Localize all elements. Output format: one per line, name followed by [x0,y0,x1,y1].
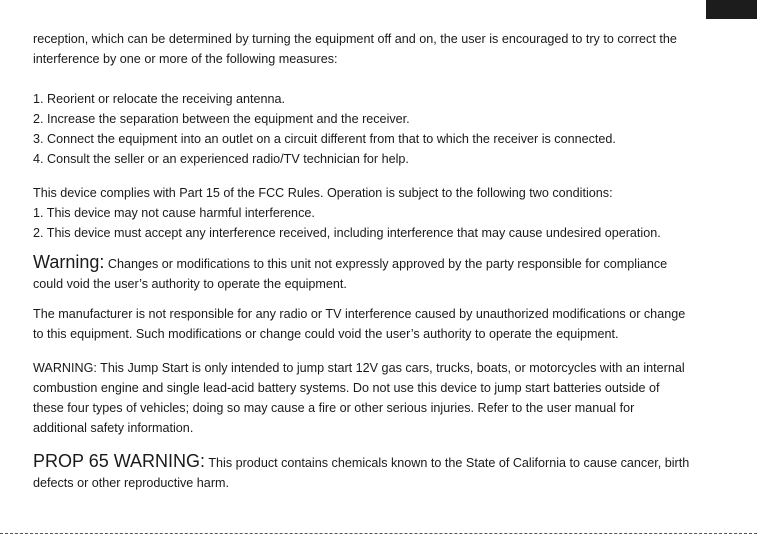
warning-line-2: could void the user’s authority to operate the equipment. [33,277,347,291]
prop65-paragraph [33,452,733,473]
page-bottom-rule [0,533,757,534]
jump-start-line: these four types of vehicles; doing so may cause a fire or other serious injuries. Refer to the user manual for [33,401,635,415]
warning-line-1: Changes or modifications to this unit not expressly approved by the party responsible for compliance [104,257,668,271]
fcc-notice-text [33,29,733,493]
fcc-condition: 2. This device must accept any interference received, including interference that may cause undesired operation. [33,226,661,240]
corner-tab [706,0,757,19]
intro-line-1: reception, which can be determined by turning the equipment off and on, the user is encouraged to try to correct the [33,32,677,46]
jump-start-line: combustion engine and single lead-acid battery systems. Do not use this device to jump start batteries outside of [33,381,660,395]
warning-label: Warning: [33,252,105,272]
prop65-line-1: This product contains chemicals known to the State of California to cause cancer, birth [205,456,690,470]
measure-item: 3. Connect the equipment into an outlet on a circuit different from that to which the receiver is connected. [33,132,616,146]
prop65-label: PROP 65 WARNING: [33,451,206,471]
warning-paragraph [33,253,733,274]
measure-item: 2. Increase the separation between the equipment and the receiver. [33,112,410,126]
prop65-line-2: defects or other reproductive harm. [33,476,229,490]
jump-start-line: WARNING: This Jump Start is only intended to jump start 12V gas cars, trucks, boats, or motorcycles with an internal [33,361,685,375]
jump-start-line: additional safety information. [33,421,194,435]
intro-line-2: interference by one or more of the following measures: [33,52,338,66]
manufacturer-line-1: The manufacturer is not responsible for any radio or TV interference caused by unauthorized modifications or change [33,307,686,321]
fcc-condition: 1. This device may not cause harmful interference. [33,206,315,220]
manufacturer-line-2: to this equipment. Such modifications or change could void the user’s authority to operate the equipment. [33,327,619,341]
measure-item: 4. Consult the seller or an experienced radio/TV technician for help. [33,152,409,166]
fcc-statement: This device complies with Part 15 of the FCC Rules. Operation is subject to the following two conditions: [33,186,613,200]
measure-item: 1. Reorient or relocate the receiving antenna. [33,92,286,106]
